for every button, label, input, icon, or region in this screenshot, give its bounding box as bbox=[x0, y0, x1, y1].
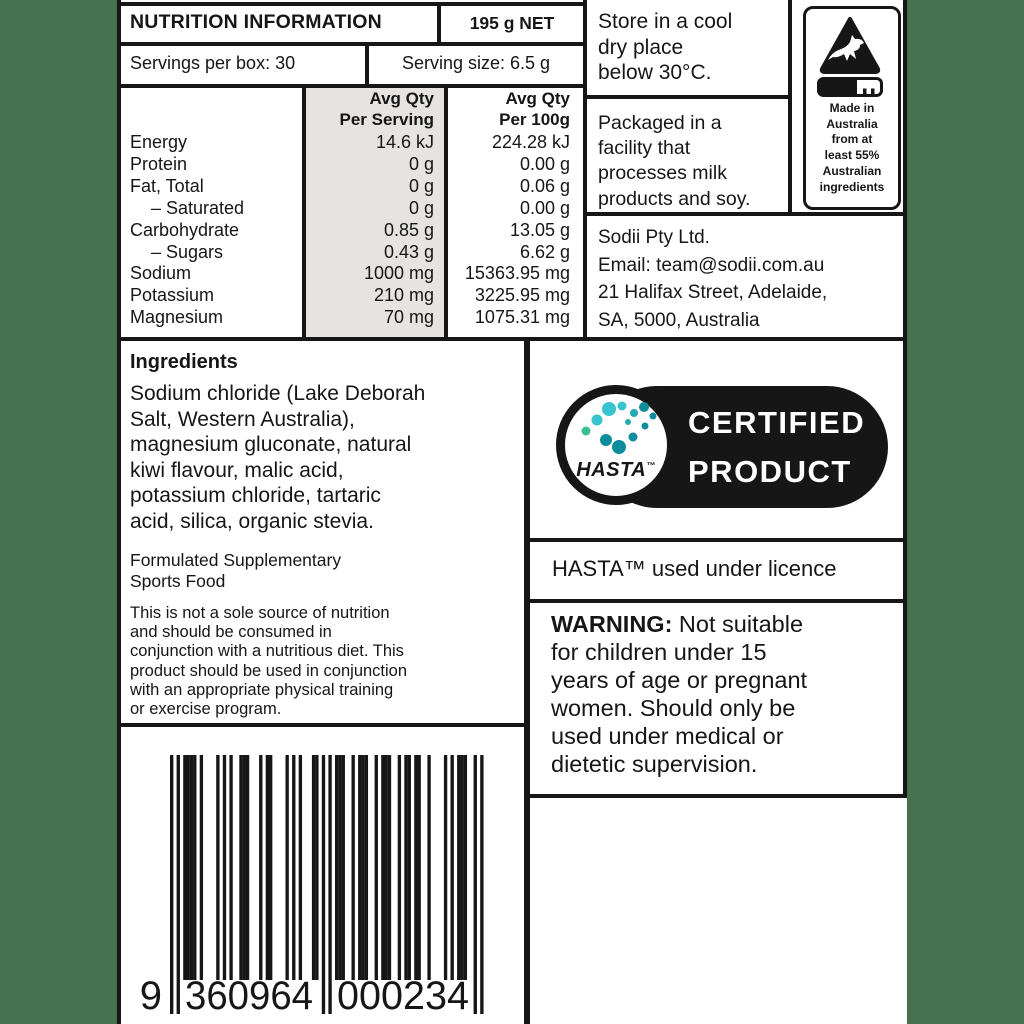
hasta-licence-statement: HASTA™ used under licence bbox=[552, 556, 837, 581]
warning-line: for children under 15 bbox=[551, 639, 767, 665]
per-100g-value: 0.00 g bbox=[519, 197, 570, 218]
storage-instructions bbox=[598, 9, 732, 86]
allergen-line: processes milk bbox=[598, 162, 727, 185]
warning-statement bbox=[551, 610, 807, 778]
nutrition-row bbox=[117, 220, 583, 242]
nutrient-label: Carbohydrate bbox=[130, 219, 240, 240]
allergen-line: products and soy. bbox=[598, 187, 751, 210]
net-weight: 195 g NET bbox=[469, 13, 555, 33]
per-100g-value: 0.00 g bbox=[519, 153, 570, 174]
per-100g-value: 13.05 g bbox=[509, 219, 570, 240]
servings-per-box: Servings per box: 30 bbox=[130, 53, 296, 73]
company-line: Sodii Pty Ltd. bbox=[598, 227, 710, 248]
nutrient-label: Sodium bbox=[130, 263, 192, 284]
disclaimer-line: This is not a sole source of nutrition bbox=[130, 604, 390, 622]
nutrient-label: Protein bbox=[130, 153, 188, 174]
disclaimer-line: with an appropriate physical training bbox=[130, 680, 394, 699]
nutrition-row bbox=[117, 132, 583, 154]
warning-line bbox=[551, 610, 807, 638]
warning-line-rest: Not suitable bbox=[672, 611, 804, 637]
per-serving-value: 1000 mg bbox=[363, 263, 434, 284]
per-serving-value: 0.85 g bbox=[383, 219, 434, 240]
per-serving-value: 14.6 kJ bbox=[375, 132, 434, 152]
svg-text:9: 9 bbox=[139, 974, 162, 1018]
nutrition-row bbox=[117, 176, 583, 198]
company-line: SA, 5000, Australia bbox=[598, 309, 760, 331]
trademark-symbol: ™ bbox=[646, 460, 656, 471]
made-in-australia-line: Australia bbox=[826, 116, 878, 131]
storage-line: Store in a cool bbox=[598, 10, 733, 33]
column-header-line: Per Serving bbox=[339, 109, 434, 129]
ingredients-line: Salt, Western Australia), bbox=[130, 407, 355, 431]
made-in-australia-text bbox=[806, 101, 898, 195]
nutrient-label: Potassium bbox=[130, 285, 215, 306]
warning-line: years of age or pregnant bbox=[551, 667, 808, 693]
allergen-line: facility that bbox=[598, 137, 691, 160]
kangaroo-triangle-icon bbox=[819, 16, 881, 74]
nutrition-row bbox=[117, 198, 583, 220]
nutrition-row bbox=[117, 307, 583, 329]
per-serving-value: 0 g bbox=[408, 175, 434, 196]
ingredients-line: potassium chloride, tartaric bbox=[130, 484, 381, 508]
made-in-australia-line: from at bbox=[831, 132, 873, 147]
nutrient-label: – Sugars bbox=[151, 241, 224, 262]
table-border-line bbox=[117, 723, 530, 727]
table-border-line bbox=[117, 84, 587, 88]
made-in-australia-line: Australian bbox=[822, 163, 882, 178]
company-contact-details bbox=[598, 224, 827, 334]
certified-line: PRODUCT bbox=[688, 454, 852, 489]
table-border-line bbox=[117, 42, 587, 46]
table-border-line bbox=[524, 599, 907, 603]
storage-line: below 30°C. bbox=[598, 61, 712, 84]
ingredients-line: magnesium gluconate, natural bbox=[130, 433, 412, 457]
per-serving-value: 70 mg bbox=[383, 307, 434, 328]
per-100g-value: 6.62 g bbox=[519, 241, 570, 262]
disclaimer-line: conjunction with a nutritious diet. This bbox=[130, 642, 404, 661]
australian-content-bar-icon bbox=[817, 77, 883, 97]
nutrition-row bbox=[117, 242, 583, 264]
per-100g-value: 224.28 kJ bbox=[491, 132, 570, 152]
ingredients-line: kiwi flavour, malic acid, bbox=[130, 458, 344, 482]
warning-label: WARNING: bbox=[551, 611, 673, 637]
warning-line: used under medical or bbox=[551, 723, 784, 749]
allergen-line: Packaged in a bbox=[598, 112, 722, 134]
nutrition-row bbox=[117, 154, 583, 176]
per-serving-value: 0.43 g bbox=[383, 241, 434, 262]
ingredients-heading: Ingredients bbox=[130, 351, 238, 373]
nutrition-row bbox=[117, 285, 583, 307]
made-in-australia-badge bbox=[803, 6, 901, 210]
dietary-disclaimer bbox=[130, 604, 407, 719]
hasta-dots-icon bbox=[556, 385, 676, 505]
company-line: Email: team@sodii.com.au bbox=[598, 254, 825, 276]
made-in-australia-line: least 55% bbox=[824, 148, 880, 163]
column-header-line: Avg Qty bbox=[505, 89, 570, 108]
column-header-line: Avg Qty bbox=[369, 89, 434, 108]
serving-size: Serving size: 6.5 g bbox=[401, 53, 551, 73]
per-serving-value: 0 g bbox=[408, 153, 434, 174]
table-border-line bbox=[117, 2, 587, 6]
food-category-line: Sports Food bbox=[130, 570, 226, 591]
table-border-line bbox=[524, 337, 530, 1024]
made-in-australia-line: ingredients bbox=[819, 179, 885, 194]
svg-text:360964: 360964 bbox=[185, 974, 313, 1018]
ingredients-list bbox=[130, 381, 425, 535]
certified-product-text bbox=[688, 398, 865, 496]
ean13-barcode bbox=[118, 748, 498, 1018]
food-category-line: Formulated Supplementary bbox=[130, 550, 342, 570]
table-border-line bbox=[583, 212, 907, 216]
ingredients-line: acid, silica, organic stevia. bbox=[130, 509, 374, 533]
svg-text:000234: 000234 bbox=[337, 974, 469, 1018]
food-category-statement bbox=[130, 550, 341, 591]
hasta-brand-name bbox=[556, 459, 676, 482]
nutrition-table-rows bbox=[117, 132, 583, 338]
table-border-line bbox=[583, 95, 792, 99]
table-border-line bbox=[524, 794, 907, 798]
nutrient-label: Fat, Total bbox=[130, 175, 204, 196]
allergen-statement bbox=[598, 111, 750, 212]
per-100g-value: 1075.31 mg bbox=[474, 307, 570, 328]
hasta-brand-text: HASTA bbox=[576, 459, 647, 481]
per-100g-value: 3225.95 mg bbox=[474, 285, 570, 306]
table-border-line bbox=[524, 538, 907, 542]
column-header-per-serving bbox=[307, 89, 434, 130]
table-border-line bbox=[583, 0, 587, 341]
per-serving-value: 210 mg bbox=[373, 285, 434, 306]
company-line: 21 Halifax Street, Adelaide, bbox=[598, 282, 828, 303]
column-header-per-100g bbox=[450, 89, 570, 130]
table-border-line bbox=[903, 0, 907, 798]
per-100g-value: 15363.95 mg bbox=[464, 263, 570, 284]
per-serving-value: 0 g bbox=[408, 197, 434, 218]
disclaimer-line: product should be used in conjunction bbox=[130, 661, 408, 680]
nutrient-label: Magnesium bbox=[130, 307, 224, 328]
warning-line: dietetic supervision. bbox=[551, 751, 758, 777]
disclaimer-line: or exercise program. bbox=[130, 700, 282, 719]
nutrient-label: Energy bbox=[130, 132, 188, 152]
table-border-line bbox=[788, 0, 792, 216]
storage-line: dry place bbox=[598, 35, 684, 59]
per-100g-value: 0.06 g bbox=[519, 175, 570, 196]
certified-line: CERTIFIED bbox=[688, 405, 866, 440]
column-header-line: Per 100g bbox=[499, 109, 570, 129]
warning-line: women. Should only be bbox=[551, 695, 796, 721]
nutrition-panel-title: NUTRITION INFORMATION bbox=[130, 11, 382, 33]
made-in-australia-line: Made in bbox=[829, 101, 875, 115]
disclaimer-line: and should be consumed in bbox=[130, 623, 332, 642]
nutrition-row bbox=[117, 263, 583, 285]
ingredients-line: Sodium chloride (Lake Deborah bbox=[130, 382, 426, 405]
nutrient-label: – Saturated bbox=[151, 197, 245, 218]
